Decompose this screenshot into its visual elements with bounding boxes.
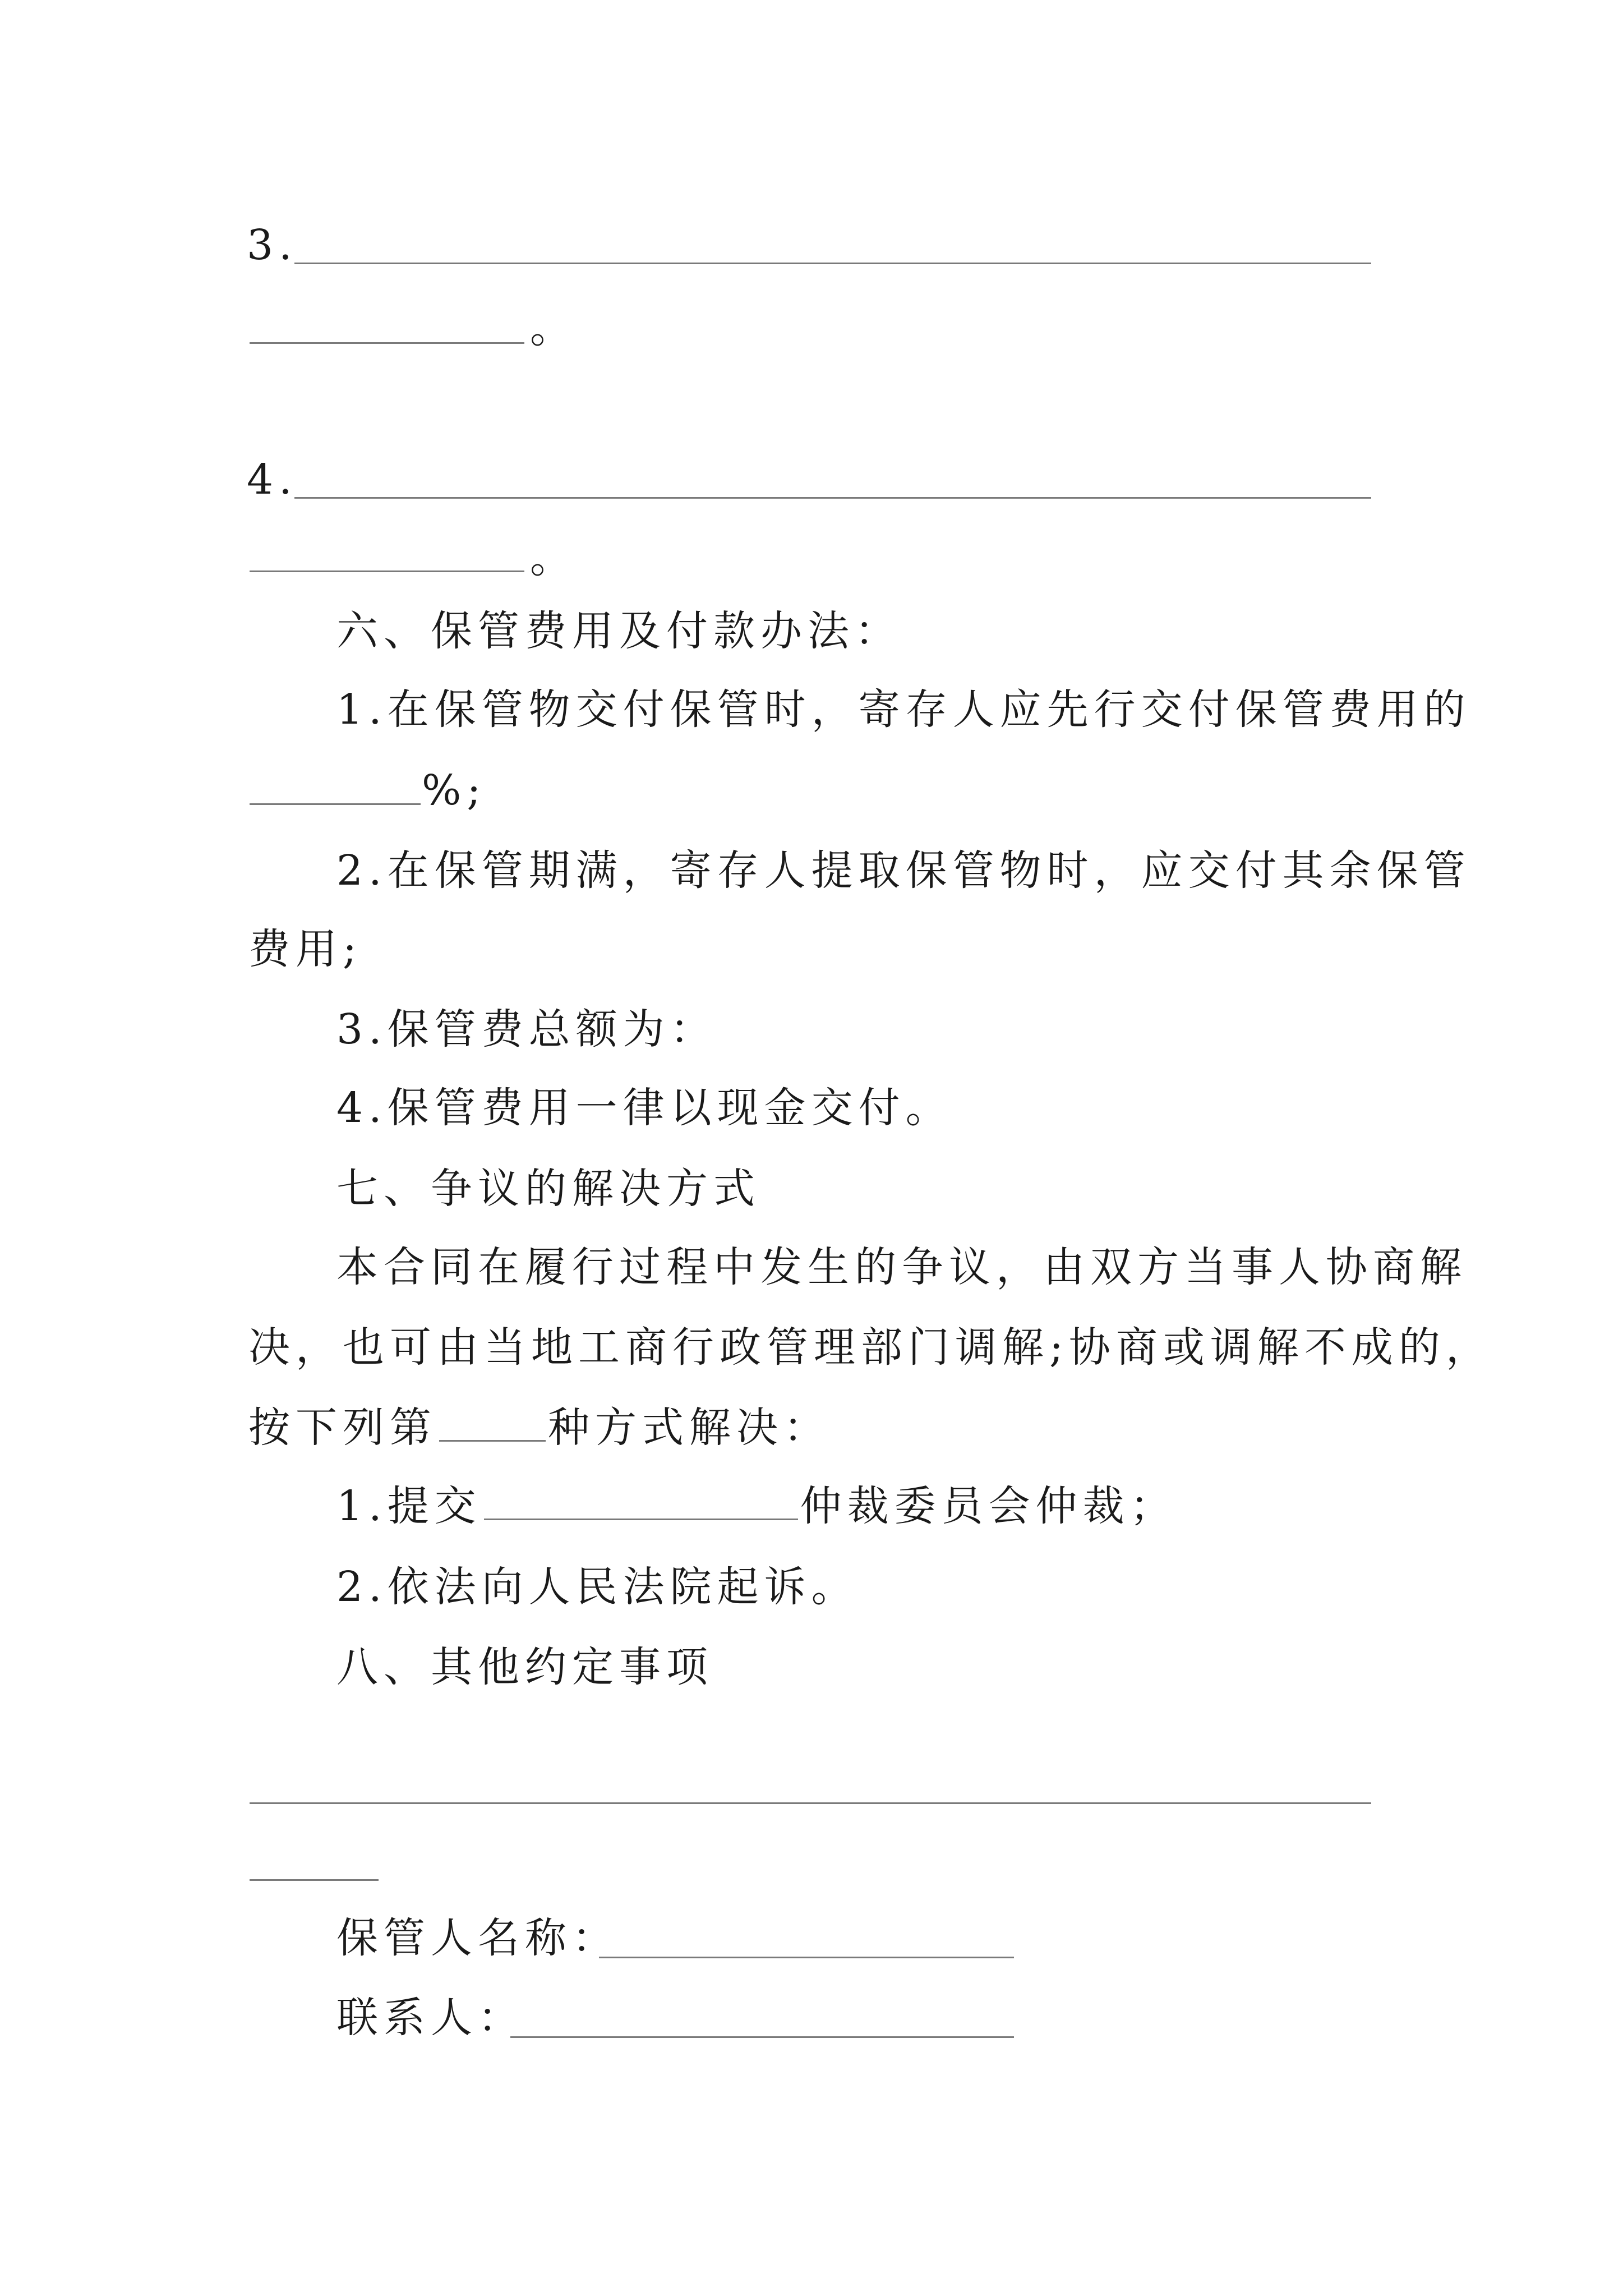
section-7-option-1-prefix: 1.提交	[336, 1482, 482, 1530]
item-3-line1	[247, 221, 298, 269]
section-8-blank-line2	[250, 1879, 379, 1881]
section-6-item-2b: 费用;	[248, 925, 362, 973]
item-4-line1	[247, 455, 298, 504]
section-8-heading: 八、其他约定事项	[336, 1643, 713, 1691]
contact-label: 联系人：	[336, 1994, 525, 2042]
section-6-item-1-blank	[250, 803, 421, 805]
section-7-para-line3	[248, 1404, 831, 1452]
custodian-name-blank	[599, 1957, 1014, 1958]
section-7-para-line3-prefix: 按下列第	[248, 1404, 437, 1452]
section-6-item-4: 4.保管费用一律以现金交付。	[336, 1084, 953, 1132]
item-3-end: 。	[530, 304, 577, 352]
section-6-item-1a: 1.在保管物交付保管时，寄存人应先行交付保管费用的	[336, 685, 1471, 734]
section-7-option-2: 2.依法向人民法院起诉。	[336, 1563, 859, 1611]
item-3-blank-line2	[250, 342, 524, 344]
arbitration-commission-blank	[484, 1487, 798, 1520]
section-6-item-1b: %;	[422, 766, 487, 815]
section-7-para-line1: 本合同在履行过程中发生的争议，由双方当事人协商解	[336, 1243, 1467, 1291]
item-3-number: 3.	[247, 221, 298, 269]
item-3-blank-line1	[294, 263, 1371, 264]
item-4-number: 4.	[247, 455, 298, 504]
section-6-heading: 六、保管费用及付款办法：	[336, 607, 902, 655]
method-number-blank	[439, 1409, 546, 1442]
contact-blank	[510, 2036, 1014, 2038]
section-6-item-2a: 2.在保管期满，寄存人提取保管物时，应交付其余保管	[336, 846, 1471, 895]
section-7-option-1	[336, 1482, 1177, 1530]
section-7-para-line3-suffix: 种方式解决：	[548, 1404, 831, 1452]
section-7-para-line2: 决，也可由当地工商行政管理部门调解;协商或调解不成的，	[248, 1323, 1493, 1372]
section-8-blank-line1	[250, 1802, 1371, 1804]
item-4-blank-line1	[294, 497, 1371, 499]
section-7-heading: 七、争议的解决方式	[336, 1165, 760, 1213]
section-7-option-1-suffix: 仲裁委员会仲裁；	[800, 1482, 1177, 1530]
section-6-item-3: 3.保管费总额为：	[336, 1005, 717, 1053]
item-4-blank-line2	[250, 570, 524, 572]
item-4-end: 。	[530, 534, 577, 582]
custodian-name-label: 保管人名称：	[336, 1914, 619, 1962]
